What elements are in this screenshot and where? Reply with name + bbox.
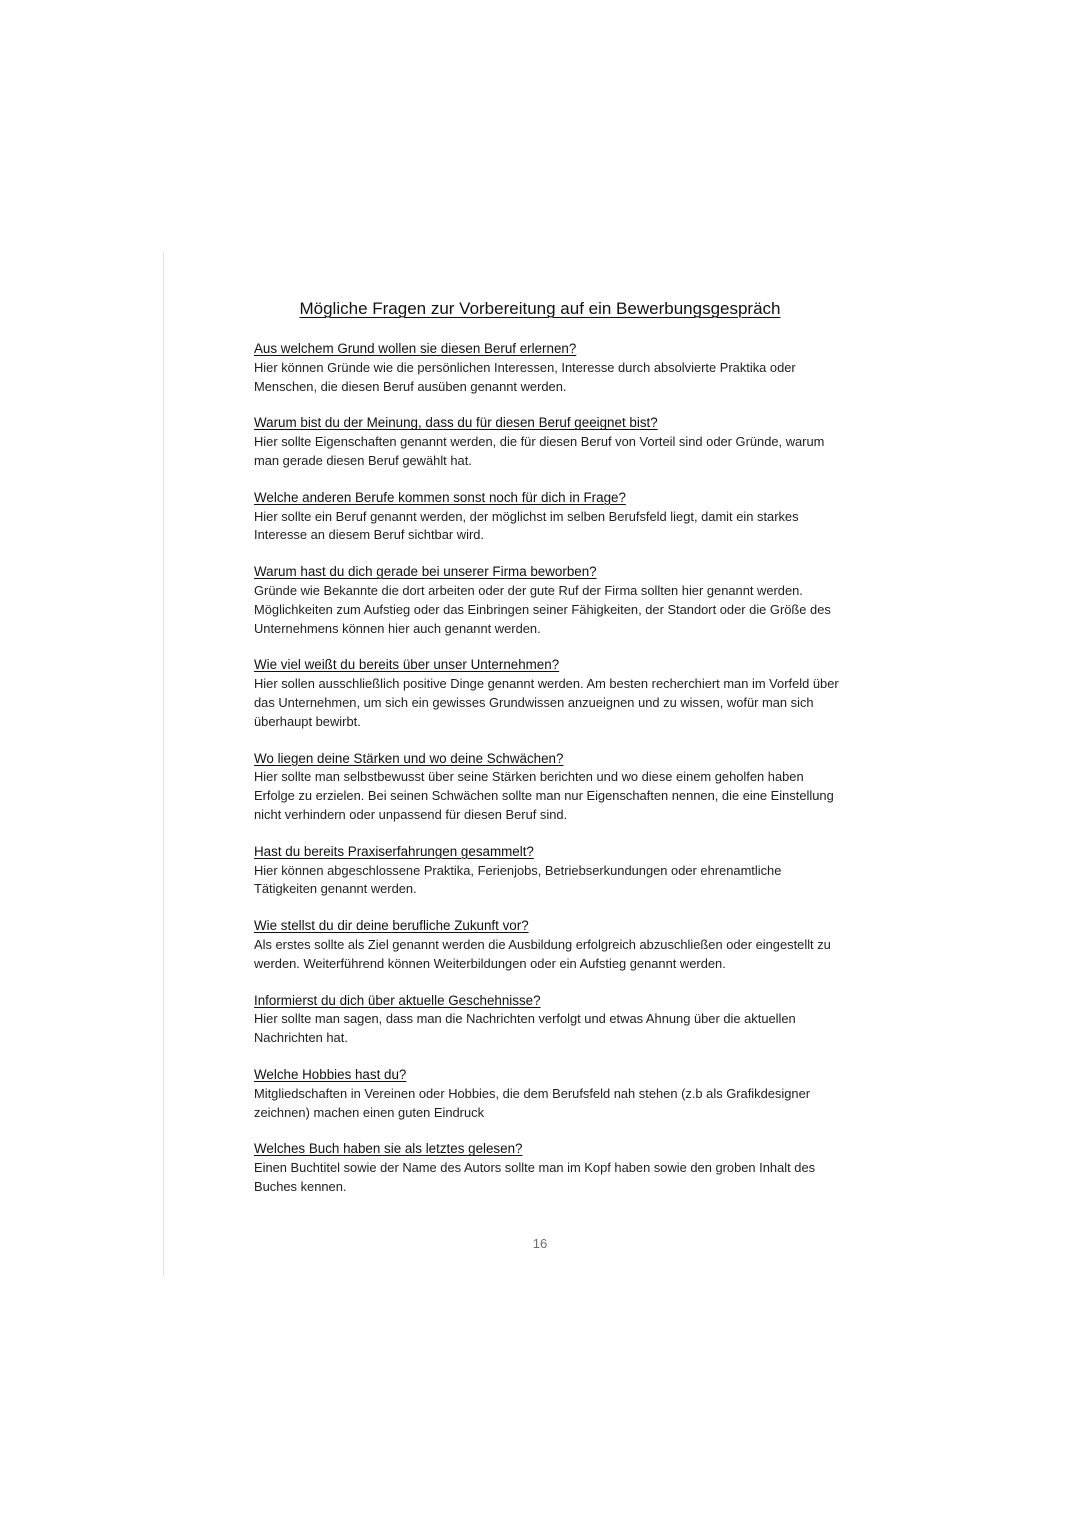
question-heading: Warum bist du der Meinung, dass du für diesen Beruf geeignet bist? [254, 415, 658, 431]
qa-item [254, 340, 839, 396]
question-heading: Hast du bereits Praxiserfahrungen gesammelt? [254, 843, 534, 859]
qa-item [254, 1140, 839, 1196]
answer-text: Als erstes sollte als Ziel genannt werden die Ausbildung erfolgreich abzuschließen oder eingestellt zu werden. Weiterführend können Weiterbildungen oder ein Aufstieg genannt werden. [254, 936, 831, 971]
qa-item [254, 414, 839, 470]
qa-item [254, 843, 839, 899]
answer-text: Gründe wie Bekannte die dort arbeiten oder der gute Ruf der Firma sollten hier genannt werden. Möglichkeiten zum Aufstieg oder das Einbringen seiner Fähigkeiten, der Standort oder die Größe des Unternehmens können hier auch genannt werden. [254, 582, 831, 636]
answer-text: Mitgliedschaften in Vereinen oder Hobbies, die dem Berufsfeld nah stehen (z.b als Grafikdesigner zeichnen) machen einen guten Eindruck [254, 1085, 811, 1120]
question-heading: Warum hast du dich gerade bei unserer Firma beworben? [254, 564, 597, 580]
answer-text: Einen Buchtitel sowie der Name des Autors sollte man im Kopf haben sowie den groben Inhalt des Buches kennen. [254, 1160, 816, 1194]
question-heading: Welches Buch haben sie als letztes gelesen? [254, 1141, 523, 1157]
answer-text: Hier sollte man sagen, dass man die Nachrichten verfolgt und etwas Ahnung über die aktuellen Nachrichten hat. [254, 1011, 796, 1046]
answer-text: Hier können Gründe wie die persönlichen Interessen, Interesse durch absolvierte Praktika oder Menschen, die diesen Beruf ausüben genannt werden. [254, 359, 796, 394]
qa-item [254, 563, 839, 638]
question-heading: Informierst du dich über aktuelle Geschehnisse? [254, 992, 541, 1008]
question-heading: Welche Hobbies hast du? [254, 1066, 407, 1082]
answer-text: Hier können abgeschlossene Praktika, Ferienjobs, Betriebserkundungen oder ehrenamtliche Tätigkeiten genannt werden. [254, 862, 782, 897]
qa-item [254, 656, 839, 731]
qa-item [254, 1066, 839, 1122]
question-list [254, 340, 839, 1215]
answer-text: Hier sollte man selbstbewusst über seine Stärken berichten und wo diese einem geholfen haben Erfolge zu erzielen. Bei seinen Schwächen sollte man nur Eigenschaften nennen, die eine Einstellung nicht verhindern oder unpassend für diesen Beruf sind. [254, 769, 834, 822]
qa-item [254, 917, 839, 973]
page-number: 16 [532, 1236, 548, 1251]
question-heading: Wie stellst du dir deine berufliche Zukunft vor? [254, 918, 529, 934]
answer-text: Hier sollen ausschließlich positive Dinge genannt werden. Am besten recherchiert man im Vorfeld über das Unternehmen, um sich ein gewisses Grundwissen anzueignen und zu wissen, wofür man sich überhaupt bewirbt. [254, 676, 839, 729]
qa-item [254, 489, 839, 545]
question-heading: Welche anderen Berufe kommen sonst noch für dich in Frage? [254, 489, 626, 505]
answer-text: Hier sollte ein Beruf genannt werden, der möglichst im selben Berufsfeld liegt, damit ein starkes Interesse an diesem Beruf sichtbar wird. [254, 508, 799, 543]
question-heading: Wie viel weißt du bereits über unser Unternehmen? [254, 657, 560, 673]
page-margin-line [163, 252, 164, 1277]
question-heading: Wo liegen deine Stärken und wo deine Schwächen? [254, 750, 564, 766]
question-heading: Aus welchem Grund wollen sie diesen Beruf erlernen? [254, 341, 577, 356]
answer-text: Hier sollte Eigenschaften genannt werden, die für diesen Beruf von Vorteil sind oder Gründe, warum man gerade diesen Beruf gewählt hat. [254, 434, 825, 468]
qa-item [254, 992, 839, 1048]
qa-item [254, 750, 839, 825]
page-title: Mögliche Fragen zur Vorbereitung auf ein Bewerbungsgespräch [299, 299, 781, 318]
